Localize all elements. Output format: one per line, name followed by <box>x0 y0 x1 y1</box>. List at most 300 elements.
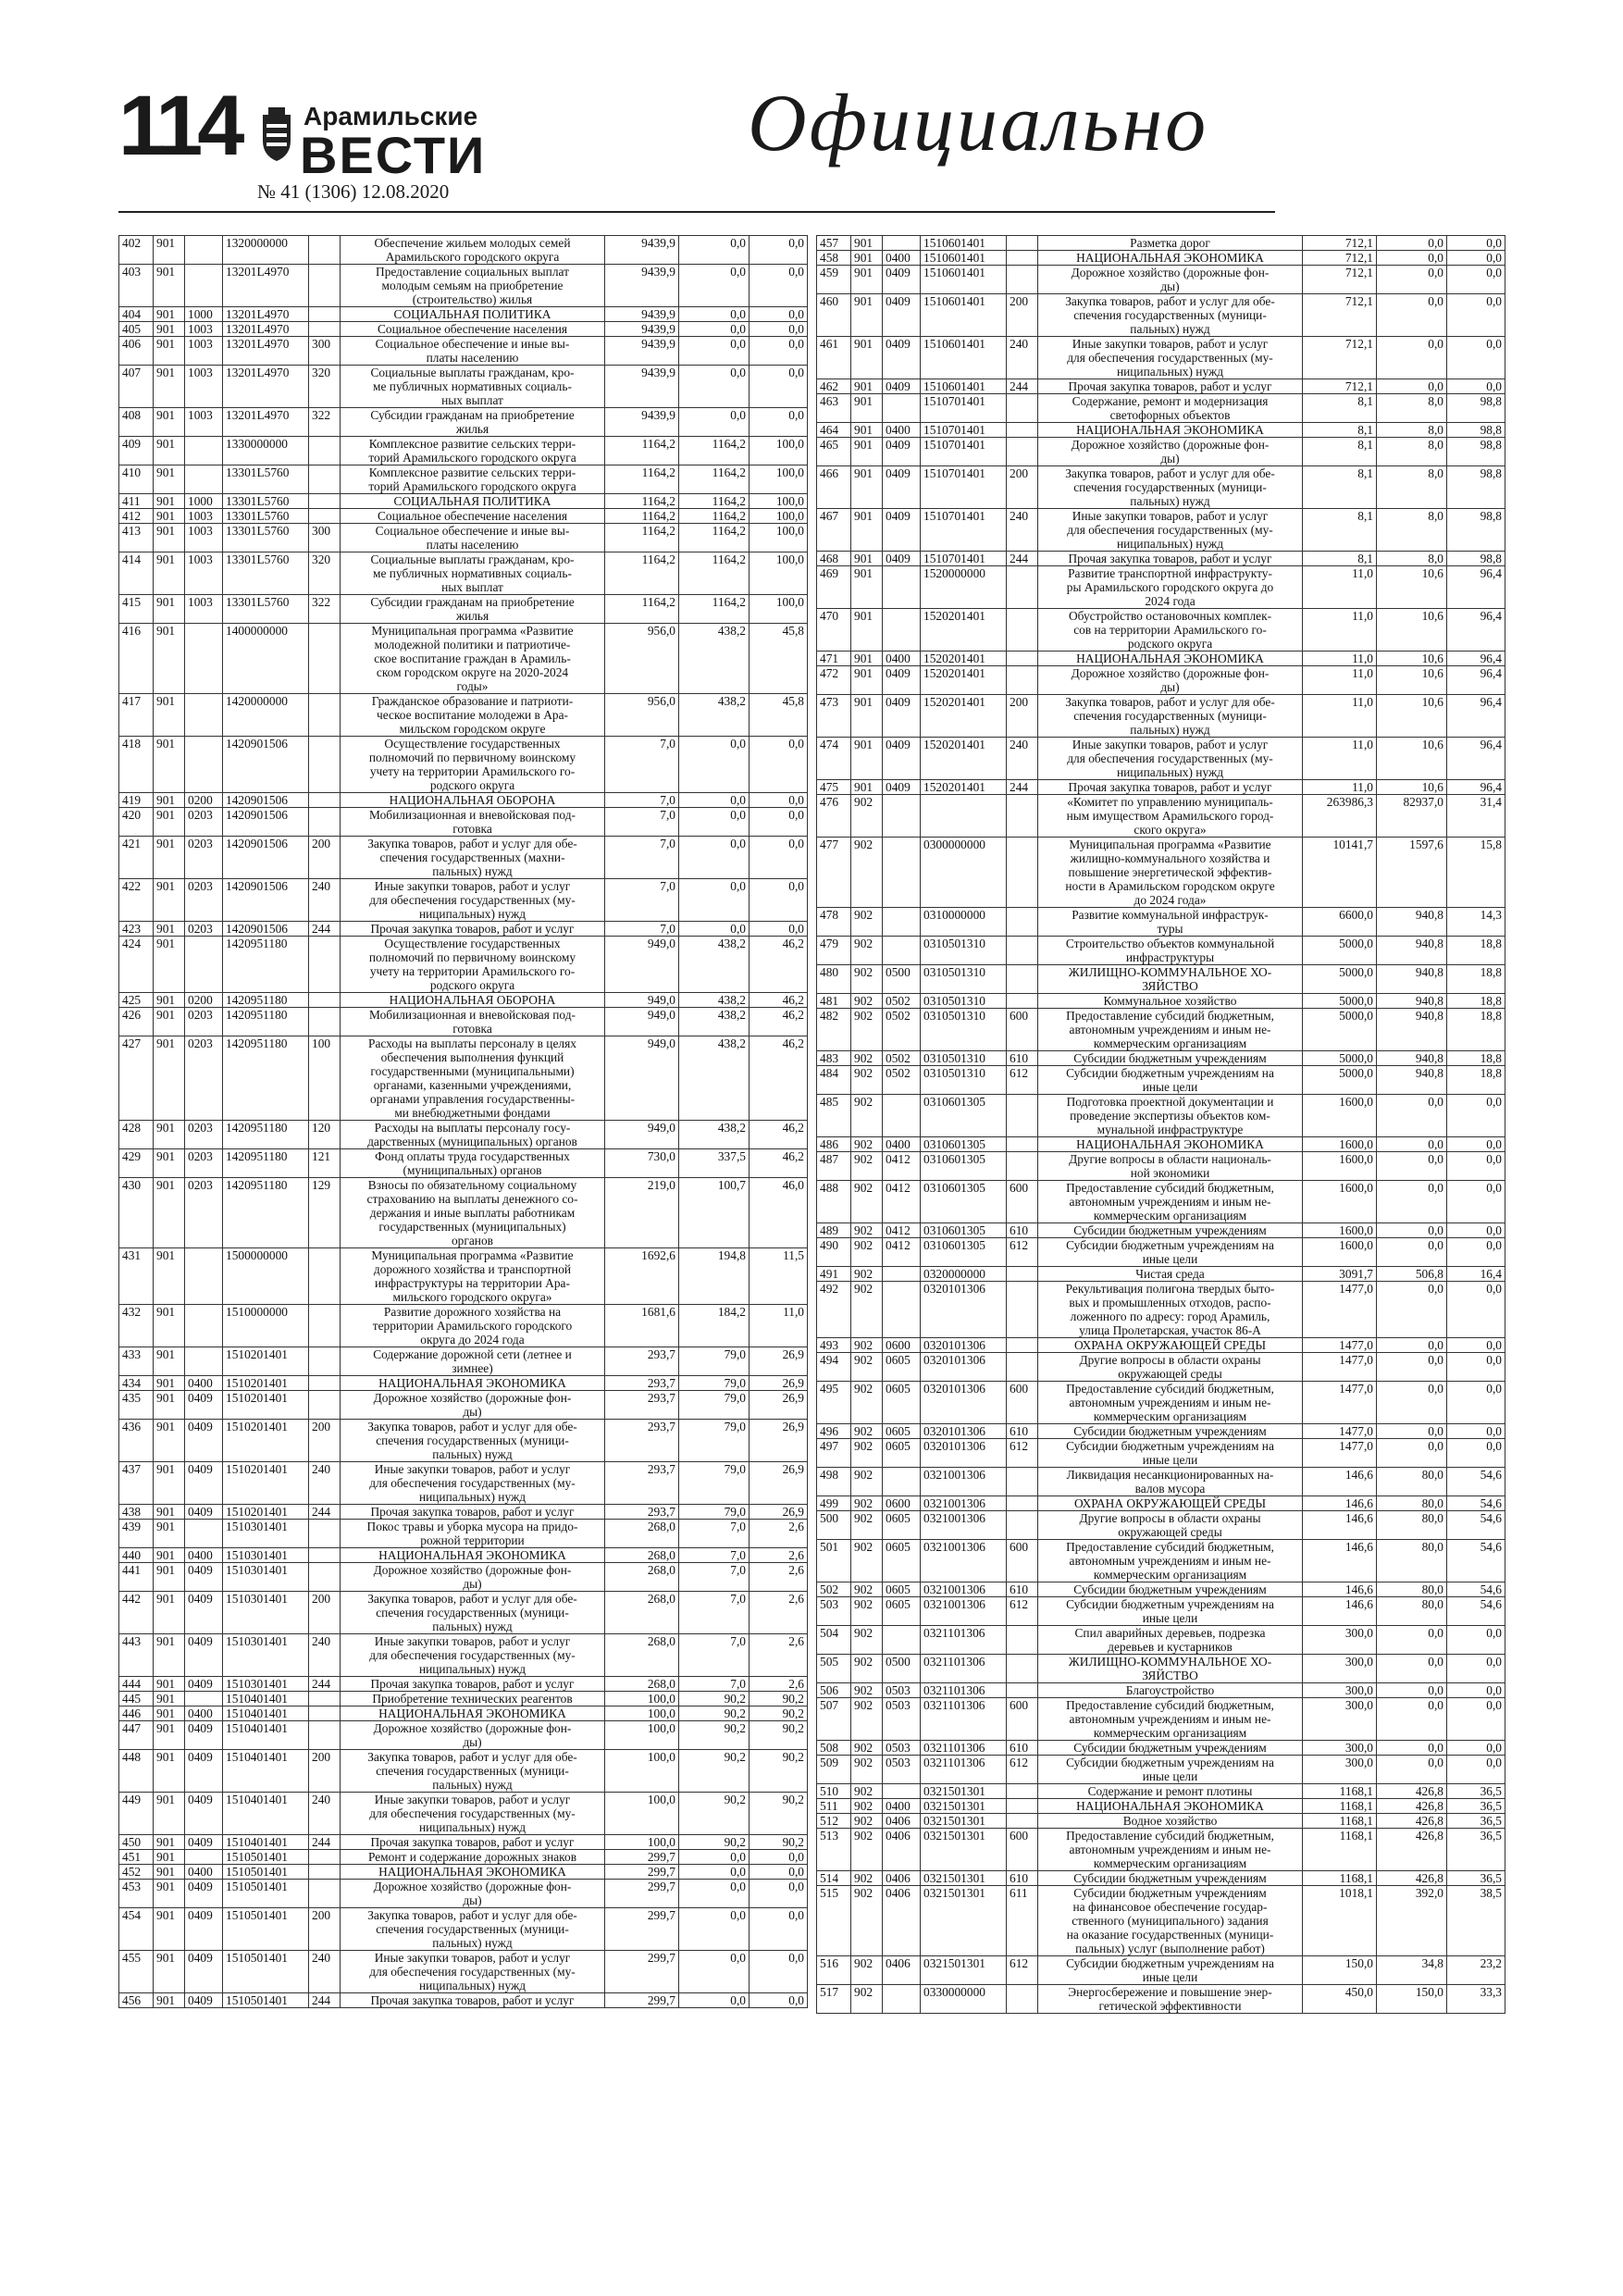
row-number-cell: 498 <box>817 1468 851 1496</box>
executed-amount-cell: 0,0 <box>1377 1095 1447 1137</box>
description-cell: Закупка товаров, работ и услуг для обе- спечения государственных (муници- пальных) нужд <box>341 1420 605 1462</box>
admin-code-cell: 902 <box>851 1956 883 1985</box>
admin-code-cell: 902 <box>851 1439 883 1468</box>
target-code-cell: 13201L4970 <box>223 322 309 337</box>
target-code-cell: 1520201401 <box>921 666 1007 695</box>
executed-amount-cell: 79,0 <box>679 1376 750 1391</box>
admin-code-cell: 902 <box>851 1468 883 1496</box>
admin-code-cell: 902 <box>851 1540 883 1582</box>
description-cell: Дорожное хозяйство (дорожные фон- ды) <box>341 1391 605 1420</box>
admin-code-cell: 902 <box>851 1756 883 1784</box>
execution-percent-cell: 0,0 <box>750 408 808 437</box>
admin-code-cell: 901 <box>154 993 185 1008</box>
expense-type-cell <box>309 1880 341 1908</box>
row-number-cell: 478 <box>817 908 851 937</box>
target-code-cell: 0320101306 <box>921 1338 1007 1353</box>
row-number-cell: 515 <box>817 1886 851 1956</box>
admin-code-cell: 901 <box>154 1121 185 1149</box>
section-code-cell: 0400 <box>185 1548 223 1563</box>
admin-code-cell: 902 <box>851 1496 883 1511</box>
expense-type-cell <box>309 1248 341 1305</box>
planned-amount-cell: 9439,9 <box>605 236 679 265</box>
executed-amount-cell: 0,0 <box>1377 1152 1447 1181</box>
table-row <box>119 307 808 322</box>
expense-type-cell <box>1007 1985 1038 2014</box>
description-cell: Иные закупки товаров, работ и услуг для обеспечения государственных (му- ниципальных) нужд <box>341 1951 605 1993</box>
table-row <box>119 322 808 337</box>
target-code-cell: 1510301401 <box>223 1548 309 1563</box>
target-code-cell: 1420901506 <box>223 808 309 837</box>
table-row <box>817 1756 1505 1784</box>
section-code-cell: 0409 <box>883 294 921 337</box>
table-row <box>119 1376 808 1391</box>
planned-amount-cell: 299,7 <box>605 1908 679 1951</box>
execution-percent-cell: 36,5 <box>1447 1871 1505 1886</box>
planned-amount-cell: 712,1 <box>1303 337 1377 379</box>
description-cell: Субсидии бюджетным учреждениям на иные цели <box>1038 1756 1303 1784</box>
row-number-cell: 442 <box>119 1592 154 1634</box>
target-code-cell: 13301L5760 <box>223 552 309 595</box>
executed-amount-cell: 10,6 <box>1377 652 1447 666</box>
expense-type-cell: 200 <box>309 1592 341 1634</box>
table-row <box>119 1592 808 1634</box>
section-code-cell: 0500 <box>883 965 921 994</box>
expense-type-cell <box>1007 1282 1038 1338</box>
description-cell: Строительство объектов коммунальной инфраструктуры <box>1038 937 1303 965</box>
table-row <box>119 1178 808 1248</box>
executed-amount-cell: 940,8 <box>1377 908 1447 937</box>
execution-percent-cell: 0,0 <box>750 879 808 922</box>
planned-amount-cell: 150,0 <box>1303 1956 1377 1985</box>
table-row <box>119 1520 808 1548</box>
target-code-cell: 1420951180 <box>223 1178 309 1248</box>
target-code-cell: 1510301401 <box>223 1563 309 1592</box>
description-cell: НАЦИОНАЛЬНАЯ ЭКОНОМИКА <box>1038 1799 1303 1814</box>
target-code-cell: 1520201401 <box>921 609 1007 652</box>
admin-code-cell: 901 <box>154 1248 185 1305</box>
table-row <box>817 509 1505 552</box>
expense-type-cell <box>309 808 341 837</box>
row-number-cell: 444 <box>119 1677 154 1692</box>
row-number-cell: 491 <box>817 1267 851 1282</box>
description-cell: Муниципальная программа «Развитие жилищно-коммунального хозяйства и повышение энергетической эффектив- ности в Арамильском городском округе до 2024 года» <box>1038 838 1303 908</box>
planned-amount-cell: 9439,9 <box>605 366 679 408</box>
description-cell: Разметка дорог <box>1038 236 1303 251</box>
masthead <box>118 79 1275 215</box>
execution-percent-cell: 26,9 <box>750 1391 808 1420</box>
admin-code-cell: 901 <box>154 408 185 437</box>
row-number-cell: 432 <box>119 1305 154 1347</box>
description-cell: Гражданское образование и патриоти- ческое воспитание молодежи в Ара- мильском городском округе <box>341 694 605 737</box>
table-row <box>119 1505 808 1520</box>
executed-amount-cell: 438,2 <box>679 1036 750 1121</box>
admin-code-cell: 902 <box>851 1137 883 1152</box>
execution-percent-cell: 0,0 <box>750 808 808 837</box>
expense-type-cell: 200 <box>1007 695 1038 738</box>
section-code-cell: 0400 <box>883 652 921 666</box>
target-code-cell: 0321101306 <box>921 1741 1007 1756</box>
section-code-cell: 0406 <box>883 1814 921 1829</box>
executed-amount-cell: 10,6 <box>1377 566 1447 609</box>
executed-amount-cell: 0,0 <box>1377 294 1447 337</box>
section-code-cell: 0502 <box>883 994 921 1009</box>
executed-amount-cell: 7,0 <box>679 1548 750 1563</box>
admin-code-cell: 902 <box>851 1223 883 1238</box>
section-code-cell: 0409 <box>883 379 921 394</box>
admin-code-cell: 901 <box>154 1865 185 1880</box>
execution-percent-cell: 100,0 <box>750 437 808 465</box>
admin-code-cell: 901 <box>154 524 185 552</box>
executed-amount-cell: 79,0 <box>679 1420 750 1462</box>
executed-amount-cell: 90,2 <box>679 1750 750 1793</box>
expense-type-cell <box>1007 423 1038 438</box>
expense-type-cell <box>309 307 341 322</box>
planned-amount-cell: 712,1 <box>1303 266 1377 294</box>
row-number-cell: 494 <box>817 1353 851 1382</box>
table-row <box>817 1683 1505 1698</box>
planned-amount-cell: 712,1 <box>1303 294 1377 337</box>
expense-type-cell <box>1007 394 1038 423</box>
table-row <box>817 1582 1505 1597</box>
description-cell: Рекультивация полигона твердых быто- вых и промышленных отходов, распо- ложенного по адресу: город Арамиль, улица Пролетарская, участок 86-А <box>1038 1282 1303 1338</box>
planned-amount-cell: 7,0 <box>605 837 679 879</box>
section-code-cell <box>185 437 223 465</box>
executed-amount-cell: 0,0 <box>1377 337 1447 379</box>
target-code-cell: 1510301401 <box>223 1592 309 1634</box>
table-row <box>817 1238 1505 1267</box>
admin-code-cell: 902 <box>851 1784 883 1799</box>
execution-percent-cell: 46,2 <box>750 1036 808 1121</box>
coat-of-arms-icon <box>259 105 294 163</box>
admin-code-cell: 902 <box>851 1985 883 2014</box>
section-code-cell: 0203 <box>185 837 223 879</box>
target-code-cell: 0321501301 <box>921 1814 1007 1829</box>
admin-code-cell: 901 <box>851 566 883 609</box>
section-code-cell: 0605 <box>883 1511 921 1540</box>
section-code-cell: 0203 <box>185 1008 223 1036</box>
execution-percent-cell: 0,0 <box>1447 1152 1505 1181</box>
expense-type-cell: 610 <box>1007 1871 1038 1886</box>
description-cell: Закупка товаров, работ и услуг для обе- спечения государственных (муници- пальных) нужд <box>341 1908 605 1951</box>
execution-percent-cell: 0,0 <box>1447 251 1505 266</box>
planned-amount-cell: 293,7 <box>605 1347 679 1376</box>
expense-type-cell <box>309 1008 341 1036</box>
executed-amount-cell: 0,0 <box>1377 1756 1447 1784</box>
expense-type-cell: 121 <box>309 1149 341 1178</box>
admin-code-cell: 901 <box>154 1750 185 1793</box>
table-row <box>817 1829 1505 1871</box>
description-cell: Субсидии бюджетным учреждениям на иные цели <box>1038 1597 1303 1626</box>
execution-percent-cell: 15,8 <box>1447 838 1505 908</box>
admin-code-cell: 902 <box>851 994 883 1009</box>
section-code-cell: 0503 <box>883 1683 921 1698</box>
target-code-cell: 1420901506 <box>223 737 309 793</box>
planned-amount-cell: 949,0 <box>605 937 679 993</box>
section-code-cell: 0605 <box>883 1439 921 1468</box>
table-row <box>817 1956 1505 1985</box>
section-code-cell: 0409 <box>185 1793 223 1835</box>
admin-code-cell: 902 <box>851 1698 883 1741</box>
expense-type-cell <box>1007 1511 1038 1540</box>
description-cell: Предоставление субсидий бюджетным, автономным учреждениям и иным не- коммерческим организациям <box>1038 1540 1303 1582</box>
row-number-cell: 412 <box>119 509 154 524</box>
target-code-cell: 0310601305 <box>921 1152 1007 1181</box>
section-code-cell: 1000 <box>185 494 223 509</box>
budget-table-left <box>118 235 808 2008</box>
row-number-cell: 429 <box>119 1149 154 1178</box>
target-code-cell: 1420951180 <box>223 1149 309 1178</box>
planned-amount-cell: 5000,0 <box>1303 1051 1377 1066</box>
execution-percent-cell: 23,2 <box>1447 1956 1505 1985</box>
table-row <box>119 1008 808 1036</box>
execution-percent-cell: 46,2 <box>750 1121 808 1149</box>
executed-amount-cell: 79,0 <box>679 1462 750 1505</box>
description-cell: Спил аварийных деревьев, подрезка деревьев и кустарников <box>1038 1626 1303 1655</box>
table-row <box>817 1799 1505 1814</box>
table-row <box>817 294 1505 337</box>
row-number-cell: 463 <box>817 394 851 423</box>
description-cell: Ремонт и содержание дорожных знаков <box>341 1850 605 1865</box>
execution-percent-cell: 100,0 <box>750 595 808 624</box>
target-code-cell: 1510000000 <box>223 1305 309 1347</box>
table-row <box>817 379 1505 394</box>
expense-type-cell: 200 <box>309 837 341 879</box>
target-code-cell: 0310601305 <box>921 1095 1007 1137</box>
expense-type-cell: 600 <box>1007 1829 1038 1871</box>
section-code-cell <box>883 394 921 423</box>
section-code-cell: 1003 <box>185 322 223 337</box>
executed-amount-cell: 7,0 <box>679 1563 750 1592</box>
admin-code-cell: 901 <box>154 1008 185 1036</box>
target-code-cell: 1420951180 <box>223 1008 309 1036</box>
row-number-cell: 486 <box>817 1137 851 1152</box>
target-code-cell: 1510201401 <box>223 1505 309 1520</box>
section-code-cell: 0409 <box>185 1951 223 1993</box>
executed-amount-cell: 80,0 <box>1377 1597 1447 1626</box>
planned-amount-cell: 1600,0 <box>1303 1137 1377 1152</box>
issue-info: № 41 (1306) 12.08.2020 <box>257 180 450 203</box>
planned-amount-cell: 10141,7 <box>1303 838 1377 908</box>
table-row <box>817 1267 1505 1282</box>
row-number-cell: 409 <box>119 437 154 465</box>
description-cell: НАЦИОНАЛЬНАЯ ЭКОНОМИКА <box>1038 1137 1303 1152</box>
section-code-cell: 1003 <box>185 552 223 595</box>
description-cell: ЖИЛИЩНО-КОММУНАЛЬНОЕ ХО- ЗЯЙСТВО <box>1038 965 1303 994</box>
execution-percent-cell: 0,0 <box>1447 1382 1505 1424</box>
admin-code-cell: 901 <box>154 694 185 737</box>
section-code-cell: 0400 <box>883 1137 921 1152</box>
planned-amount-cell: 1600,0 <box>1303 1223 1377 1238</box>
admin-code-cell: 902 <box>851 1353 883 1382</box>
admin-code-cell: 901 <box>154 595 185 624</box>
table-row <box>817 466 1505 509</box>
planned-amount-cell: 263986,3 <box>1303 795 1377 838</box>
admin-code-cell: 901 <box>154 236 185 265</box>
execution-percent-cell: 31,4 <box>1447 795 1505 838</box>
row-number-cell: 465 <box>817 438 851 466</box>
table-row <box>817 1439 1505 1468</box>
page-number: 114 <box>118 79 240 173</box>
section-code-cell: 0203 <box>185 1178 223 1248</box>
target-code-cell: 0310601305 <box>921 1181 1007 1223</box>
planned-amount-cell: 293,7 <box>605 1462 679 1505</box>
description-cell: Прочая закупка товаров, работ и услуг <box>341 1505 605 1520</box>
expense-type-cell <box>1007 1095 1038 1137</box>
row-number-cell: 454 <box>119 1908 154 1951</box>
executed-amount-cell: 79,0 <box>679 1505 750 1520</box>
table-row <box>817 1985 1505 2014</box>
table-row <box>817 1009 1505 1051</box>
table-row <box>817 994 1505 1009</box>
planned-amount-cell: 1168,1 <box>1303 1799 1377 1814</box>
expense-type-cell: 610 <box>1007 1051 1038 1066</box>
table-row <box>119 1692 808 1706</box>
section-code-cell <box>883 795 921 838</box>
description-cell: НАЦИОНАЛЬНАЯ ОБОРОНА <box>341 793 605 808</box>
execution-percent-cell: 0,0 <box>750 1865 808 1880</box>
target-code-cell: 1510701401 <box>921 394 1007 423</box>
section-code-cell: 0409 <box>185 1391 223 1420</box>
admin-code-cell: 902 <box>851 1886 883 1956</box>
description-cell: Предоставление субсидий бюджетным, автономным учреждениям и иным не- коммерческим организациям <box>1038 1009 1303 1051</box>
planned-amount-cell: 5000,0 <box>1303 1009 1377 1051</box>
description-cell: Социальное обеспечение и иные вы- платы населению <box>341 524 605 552</box>
execution-percent-cell: 0,0 <box>750 322 808 337</box>
table-row <box>817 1496 1505 1511</box>
executed-amount-cell: 0,0 <box>679 1908 750 1951</box>
description-cell: Субсидии бюджетным учреждениям <box>1038 1051 1303 1066</box>
expense-type-cell: 610 <box>1007 1223 1038 1238</box>
execution-percent-cell: 14,3 <box>1447 908 1505 937</box>
table-row <box>817 1137 1505 1152</box>
section-code-cell: 1003 <box>185 524 223 552</box>
planned-amount-cell: 7,0 <box>605 808 679 837</box>
admin-code-cell: 902 <box>851 908 883 937</box>
executed-amount-cell: 0,0 <box>679 922 750 937</box>
planned-amount-cell: 1477,0 <box>1303 1439 1377 1468</box>
expense-type-cell <box>1007 1267 1038 1282</box>
section-code-cell: 0502 <box>883 1009 921 1051</box>
planned-amount-cell: 219,0 <box>605 1178 679 1248</box>
row-number-cell: 414 <box>119 552 154 595</box>
admin-code-cell: 901 <box>154 737 185 793</box>
description-cell: Ликвидация несанкционированных на- валов мусора <box>1038 1468 1303 1496</box>
section-code-cell <box>185 624 223 694</box>
section-code-cell: 0409 <box>883 438 921 466</box>
target-code-cell: 1510401401 <box>223 1706 309 1721</box>
admin-code-cell: 901 <box>154 1462 185 1505</box>
row-number-cell: 450 <box>119 1835 154 1850</box>
description-cell: Дорожное хозяйство (дорожные фон- ды) <box>341 1880 605 1908</box>
table-row <box>119 1677 808 1692</box>
description-cell: Предоставление субсидий бюджетным, автономным учреждениям и иным не- коммерческим организациям <box>1038 1382 1303 1424</box>
planned-amount-cell: 712,1 <box>1303 236 1377 251</box>
row-number-cell: 451 <box>119 1850 154 1865</box>
admin-code-cell: 901 <box>154 337 185 366</box>
table-row <box>817 1540 1505 1582</box>
executed-amount-cell: 0,0 <box>679 366 750 408</box>
section-code-cell <box>185 265 223 307</box>
execution-percent-cell: 0,0 <box>1447 236 1505 251</box>
admin-code-cell: 901 <box>154 1835 185 1850</box>
planned-amount-cell: 712,1 <box>1303 251 1377 266</box>
table-row <box>817 1871 1505 1886</box>
target-code-cell: 0321001306 <box>921 1468 1007 1496</box>
description-cell: Коммунальное хозяйство <box>1038 994 1303 1009</box>
section-code-cell: 0409 <box>883 666 921 695</box>
expense-type-cell <box>309 1376 341 1391</box>
row-number-cell: 482 <box>817 1009 851 1051</box>
planned-amount-cell: 956,0 <box>605 624 679 694</box>
planned-amount-cell: 712,1 <box>1303 379 1377 394</box>
executed-amount-cell: 940,8 <box>1377 937 1447 965</box>
target-code-cell: 1510401401 <box>223 1721 309 1750</box>
table-row <box>817 1282 1505 1338</box>
admin-code-cell: 901 <box>851 294 883 337</box>
expense-type-cell <box>1007 965 1038 994</box>
table-row <box>119 993 808 1008</box>
planned-amount-cell: 100,0 <box>605 1692 679 1706</box>
executed-amount-cell: 438,2 <box>679 937 750 993</box>
description-cell: Иные закупки товаров, работ и услуг для обеспечения государственных (му- ниципальных) нужд <box>341 879 605 922</box>
admin-code-cell: 902 <box>851 1683 883 1698</box>
section-code-cell: 0203 <box>185 922 223 937</box>
table-row <box>817 1223 1505 1238</box>
admin-code-cell: 901 <box>154 808 185 837</box>
row-number-cell: 505 <box>817 1655 851 1683</box>
table-row <box>119 793 808 808</box>
target-code-cell: 0321001306 <box>921 1540 1007 1582</box>
section-code-cell: 0409 <box>883 337 921 379</box>
planned-amount-cell: 100,0 <box>605 1835 679 1850</box>
admin-code-cell: 901 <box>154 879 185 922</box>
row-number-cell: 448 <box>119 1750 154 1793</box>
table-row <box>119 236 808 265</box>
executed-amount-cell: 0,0 <box>679 1993 750 2008</box>
admin-code-cell: 901 <box>851 394 883 423</box>
planned-amount-cell: 5000,0 <box>1303 937 1377 965</box>
admin-code-cell: 901 <box>851 337 883 379</box>
description-cell: «Комитет по управлению муниципаль- ным имуществом Арамильского город- ского округа» <box>1038 795 1303 838</box>
expense-type-cell <box>1007 1496 1038 1511</box>
planned-amount-cell: 730,0 <box>605 1149 679 1178</box>
expense-type-cell <box>309 1865 341 1880</box>
expense-type-cell <box>309 1850 341 1865</box>
description-cell: Социальное обеспечение и иные вы- платы населению <box>341 337 605 366</box>
description-cell: Содержание, ремонт и модернизация светофорных объектов <box>1038 394 1303 423</box>
admin-code-cell: 902 <box>851 1871 883 1886</box>
section-code-cell: 1003 <box>185 509 223 524</box>
expense-type-cell <box>309 494 341 509</box>
expense-type-cell: 244 <box>309 1993 341 2008</box>
row-number-cell: 446 <box>119 1706 154 1721</box>
executed-amount-cell: 940,8 <box>1377 1051 1447 1066</box>
table-row <box>817 337 1505 379</box>
expense-type-cell: 612 <box>1007 1066 1038 1095</box>
description-cell: Мобилизационная и вневойсковая под- готовка <box>341 808 605 837</box>
executed-amount-cell: 0,0 <box>679 879 750 922</box>
description-cell: НАЦИОНАЛЬНАЯ ЭКОНОМИКА <box>1038 423 1303 438</box>
target-code-cell: 1420951180 <box>223 1036 309 1121</box>
description-cell: НАЦИОНАЛЬНАЯ ОБОРОНА <box>341 993 605 1008</box>
executed-amount-cell: 426,8 <box>1377 1799 1447 1814</box>
description-cell: Фонд оплаты труда государственных (муниципальных) органов <box>341 1149 605 1178</box>
target-code-cell: 1420951180 <box>223 937 309 993</box>
planned-amount-cell: 268,0 <box>605 1520 679 1548</box>
table-row <box>119 1391 808 1420</box>
planned-amount-cell: 146,6 <box>1303 1540 1377 1582</box>
description-cell: Приобретение технических реагентов <box>341 1692 605 1706</box>
